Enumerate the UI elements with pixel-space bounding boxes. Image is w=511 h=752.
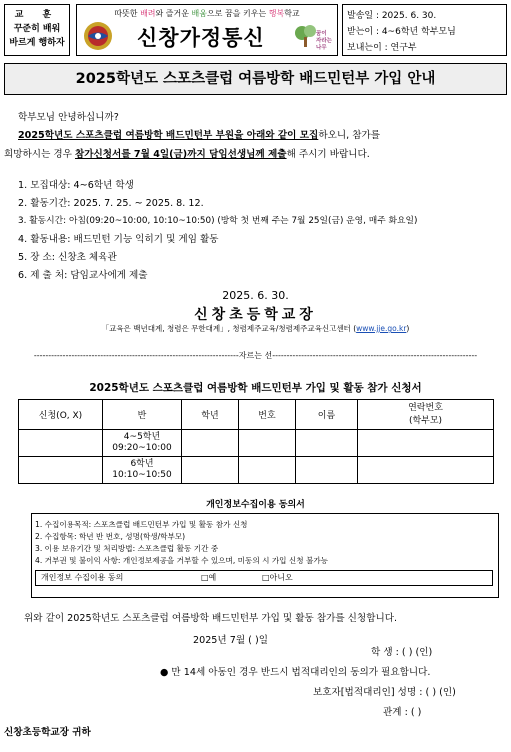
integrity-footnote: 「교육은 백년대계, 청렴은 무한대계」, 청렴제주교육/청렴제주교육신고센터 (www.jje.go.kr) bbox=[101, 324, 410, 333]
recipients: 받는이 : 4~6학년 학부모님 bbox=[347, 27, 456, 37]
privacy-box bbox=[31, 513, 499, 598]
school-principal: 신창초등학교장 bbox=[194, 307, 317, 323]
name-cell[interactable] bbox=[296, 430, 358, 457]
class-cell: 6학년 10:10~10:50 bbox=[103, 457, 182, 484]
header-grade: 학년 bbox=[182, 400, 239, 430]
issue-date: 발송일 : 2025. 6. 30. bbox=[347, 11, 437, 21]
dream-tree-logo bbox=[292, 23, 334, 51]
education-office-emblem-icon bbox=[83, 21, 113, 51]
newsletter-title-box bbox=[76, 4, 338, 56]
consent-row bbox=[35, 570, 493, 586]
table-row bbox=[19, 430, 494, 457]
contact-cell[interactable] bbox=[358, 430, 494, 457]
guardian-notice: ● 만 14세 아동인 경우 반드시 법적대리인의 동의가 필요합니다. bbox=[160, 667, 431, 678]
list-item: 2. 활동기간: 2025. 7. 25. ~ 2025. 8. 12. bbox=[18, 198, 204, 209]
school-motto-box bbox=[4, 4, 70, 56]
consent-yes-checkbox[interactable]: □예 bbox=[201, 573, 217, 582]
application-date: 2025년 7월 ( )일 bbox=[193, 635, 268, 646]
grade-cell[interactable] bbox=[182, 430, 239, 457]
table-row bbox=[19, 457, 494, 484]
list-item: 4. 활동내용: 배드민턴 기능 익히기 및 게임 활동 bbox=[18, 234, 219, 245]
intro-line-1: 2025학년도 스포츠클럽 여름방학 배드민턴부 부원을 아래와 같이 모집하오니, 참가를 bbox=[18, 130, 381, 141]
consent-label: 개인정보 수집이용 동의 bbox=[41, 573, 124, 582]
application-statement: 위와 같이 2025학년도 스포츠클럽 여름방학 배드민턴부 가입 및 활동 참가를 신청합니다. bbox=[24, 613, 398, 624]
notice-date: 2025. 6. 30. bbox=[222, 289, 289, 302]
svg-text:자라는: 자라는 bbox=[316, 38, 332, 44]
form-title: 2025학년도 스포츠클럽 여름방학 배드민턴부 가입 및 활동 참가 신청서 bbox=[89, 382, 422, 394]
header-name: 이름 bbox=[296, 400, 358, 430]
privacy-title: 개인정보수집이용 동의서 bbox=[206, 500, 305, 510]
svg-text:꿈이: 꿈이 bbox=[316, 31, 327, 37]
name-cell[interactable] bbox=[296, 457, 358, 484]
class-cell: 4~5학년 09:20~10:00 bbox=[103, 430, 182, 457]
privacy-line: 1. 수집이용목적: 스포츠클럽 배드민턴부 가입 및 활동 참가 신청 bbox=[35, 520, 248, 529]
apply-cell[interactable] bbox=[19, 430, 103, 457]
privacy-line: 3. 이용 보유기간 및 처리방법: 스포츠클럽 활동 기간 중 bbox=[35, 544, 219, 553]
student-signature: 학 생 : ( ) (인) bbox=[371, 647, 433, 658]
sender: 보내는이 : 연구부 bbox=[347, 43, 417, 53]
apply-cell[interactable] bbox=[19, 457, 103, 484]
greeting: 학부모님 안녕하십니까? bbox=[18, 112, 119, 123]
relationship-field: 관계 : ( ) bbox=[383, 707, 422, 718]
contact-cell[interactable] bbox=[358, 457, 494, 484]
consent-no-checkbox[interactable]: □아니오 bbox=[262, 573, 293, 582]
privacy-line: 4. 거부권 및 불이익 사항: 개인정보제공을 거부할 수 있으며, 미동의 시 가입 신청 불가능 bbox=[35, 556, 329, 565]
application-table bbox=[18, 399, 494, 484]
school-slogan: 따뜻한 배려와 즐거운 배움으로 꿈을 키우는 행복학교 bbox=[114, 9, 300, 18]
list-item: 5. 장 소: 신창초 체육관 bbox=[18, 252, 117, 263]
list-item: 1. 모집대상: 4~6학년 학생 bbox=[18, 180, 134, 191]
motto-line-1: 꾸준히 배워 bbox=[13, 24, 61, 34]
svg-text:나무: 나무 bbox=[316, 45, 327, 51]
table-header-row bbox=[19, 400, 494, 430]
tree-icon bbox=[292, 23, 334, 51]
header-number: 번호 bbox=[239, 400, 296, 430]
newsletter-title: 신창가정통신 bbox=[137, 26, 265, 50]
addressee: 신창초등학교장 귀하 bbox=[4, 727, 91, 738]
motto-heading: 교 훈 bbox=[14, 10, 60, 20]
header-contact: 연락번호 (학부모) bbox=[358, 400, 494, 430]
privacy-line: 2. 수집항목: 학년 반 번호, 성명(학생/학부모) bbox=[35, 532, 186, 541]
main-title: 2025학년도 스포츠클럽 여름방학 배드민턴부 가입 안내 bbox=[4, 63, 507, 95]
list-item: 6. 제 출 처: 담임교사에게 제출 bbox=[18, 270, 148, 281]
number-cell[interactable] bbox=[239, 457, 296, 484]
list-item: 3. 활동시간: 아침(09:20~10:00, 10:10~10:50) (방학 첫 번째 주는 7월 25일(금) 운영, 매주 화요일) bbox=[18, 216, 418, 226]
number-cell[interactable] bbox=[239, 430, 296, 457]
grade-cell[interactable] bbox=[182, 457, 239, 484]
guardian-signature: 보호자[법적대리인] 성명 : ( ) (인) bbox=[313, 687, 456, 698]
motto-line-2: 바르게 행하자 bbox=[9, 38, 65, 48]
intro-line-2: 희망하시는 경우 참가신청서를 7월 4일(금)까지 담임선생님께 제출해 주시기 바랍니다. bbox=[4, 149, 370, 160]
header-apply: 신청(O, X) bbox=[19, 400, 103, 430]
header-class: 반 bbox=[103, 400, 182, 430]
newsletter-meta-box bbox=[342, 4, 507, 56]
integrity-center-link[interactable]: www.jje.go.kr bbox=[356, 324, 407, 333]
cut-line: -----------------------------------------------------------------------자르는 선----------------------------------------------------------------------- bbox=[33, 351, 478, 360]
